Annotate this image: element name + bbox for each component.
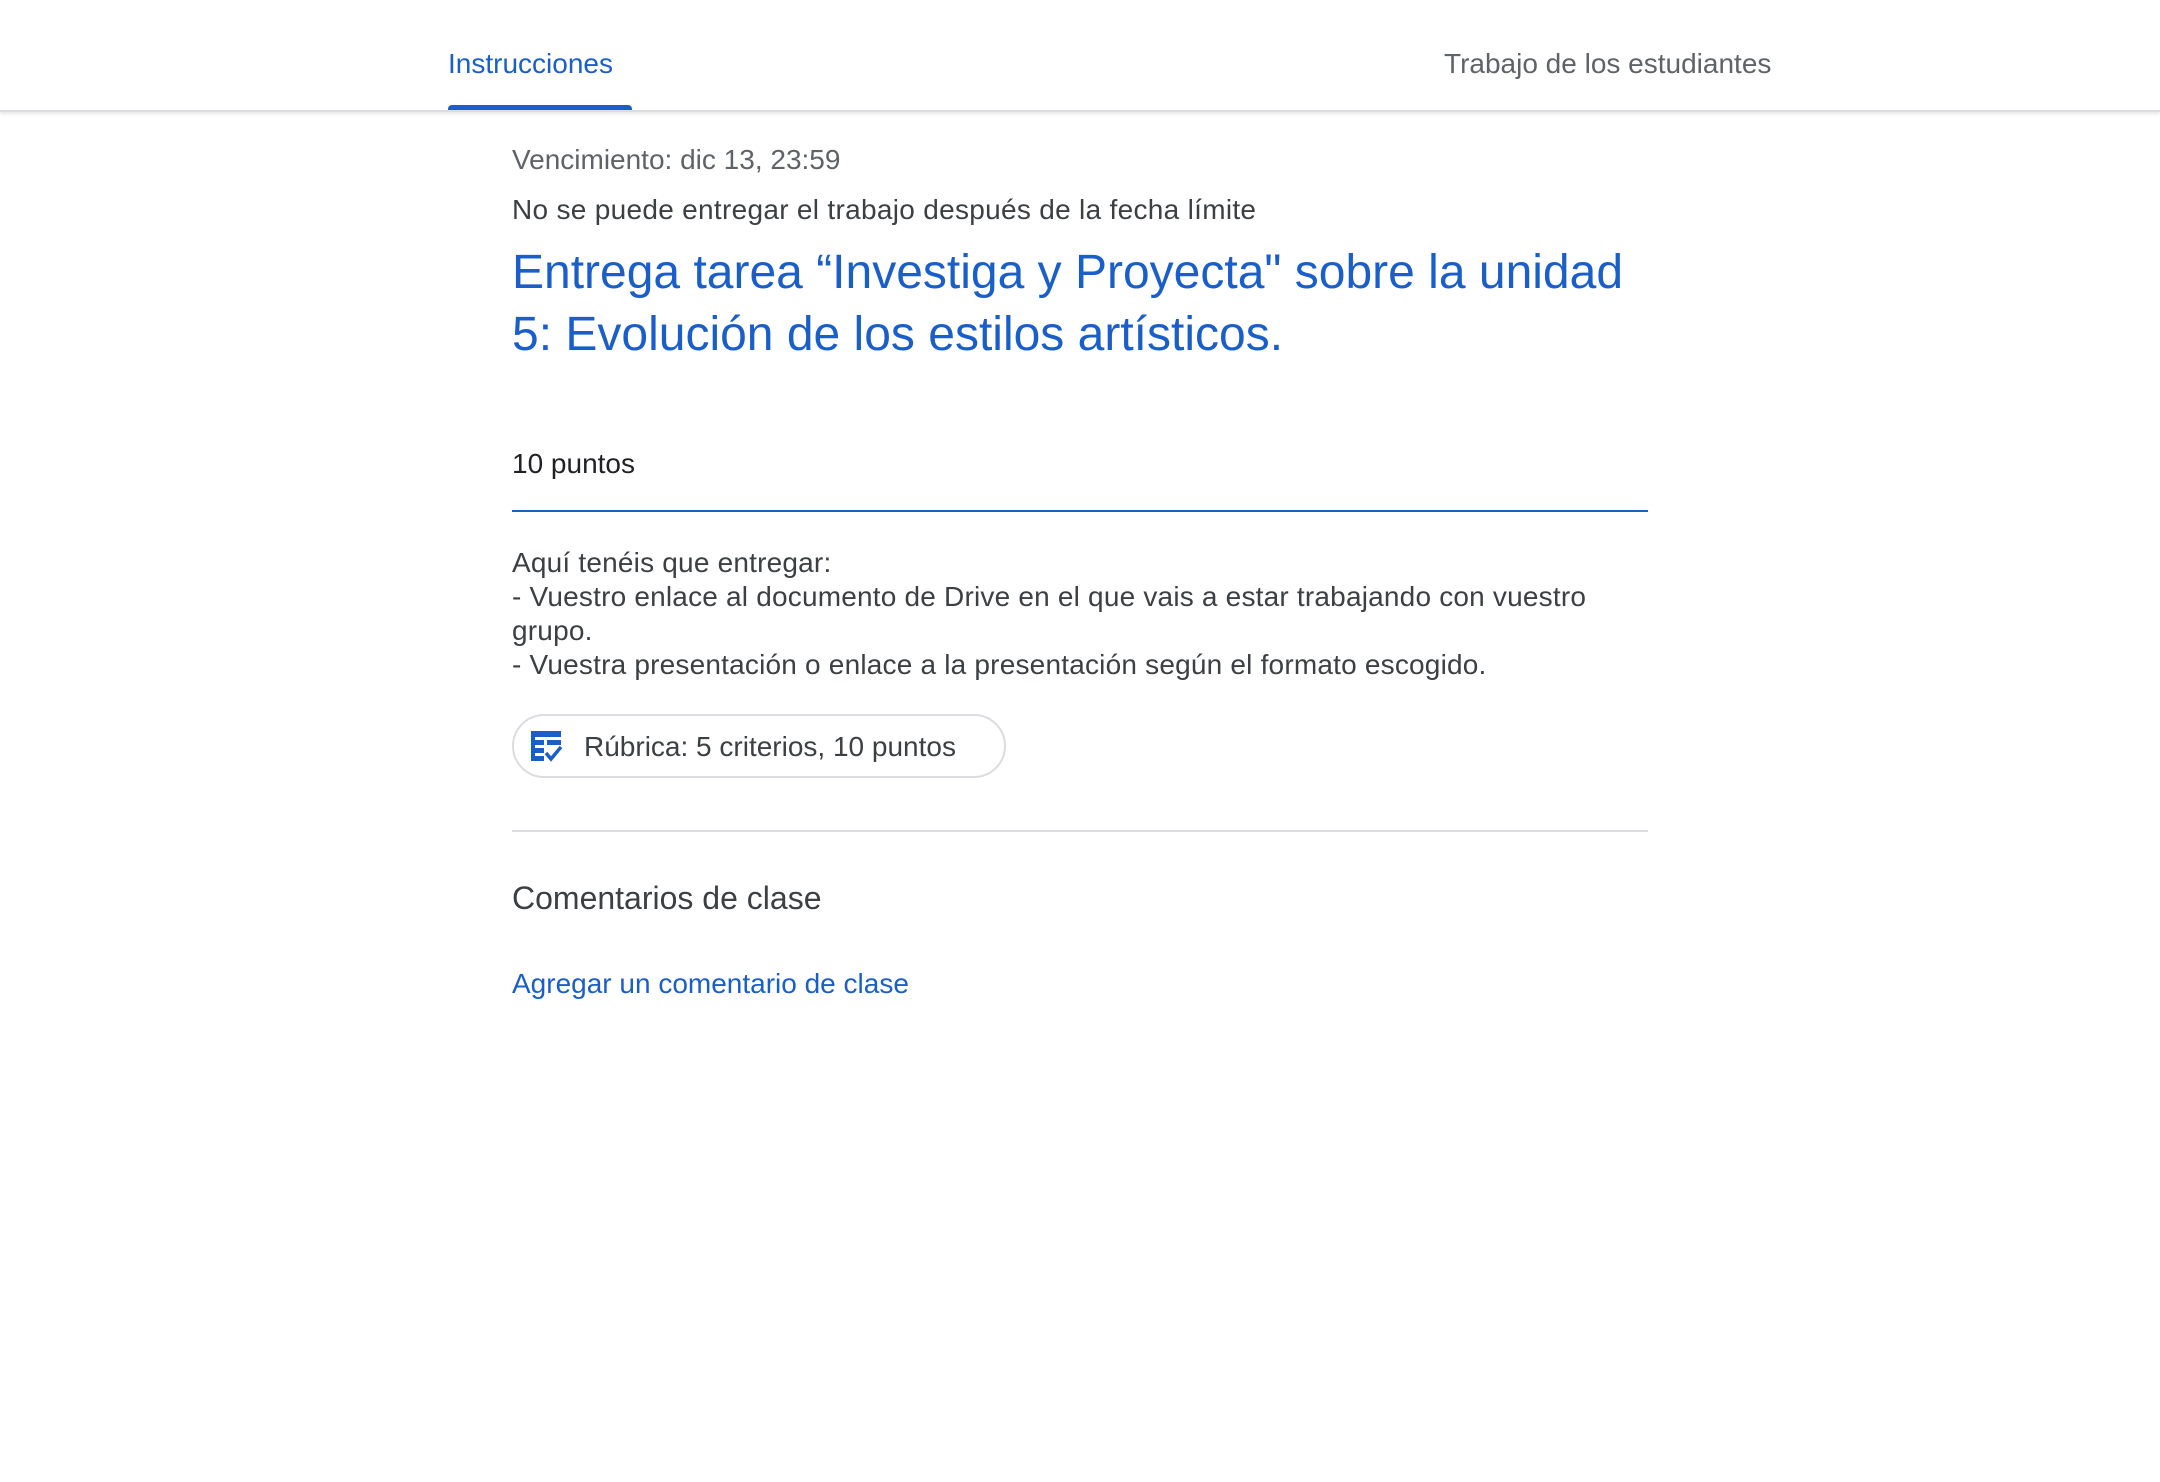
rubric-button[interactable] [512, 714, 1006, 778]
description-line: Aquí tenéis que entregar: [512, 547, 832, 578]
rubric-icon [530, 730, 562, 764]
tab-student-work-label: Trabajo de los estudiantes [1444, 48, 1772, 79]
late-submission-note: No se puede entregar el trabajo después de la fecha límite [512, 194, 1257, 225]
section-divider [512, 830, 1648, 832]
assignment-description [512, 546, 1648, 682]
title-divider [512, 510, 1648, 512]
description-line: - Vuestro enlace al documento de Drive en el que vais a estar trabajando con vuestro grupo. [512, 581, 1587, 646]
due-date: Vencimiento: dic 13, 23:59 [512, 144, 841, 175]
assignment-title: Entrega tarea “Investiga y Proyecta" sobre la unidad 5: Evolución de los estilos artísticos. [512, 246, 1624, 361]
rubric-label: Rúbrica: 5 criterios, 10 puntos [584, 731, 956, 762]
description-line: - Vuestra presentación o enlace a la presentación según el formato escogido. [512, 649, 1487, 680]
tab-instructions-label: Instrucciones [448, 48, 613, 79]
tab-student-work[interactable] [1444, 0, 1804, 110]
tab-instructions[interactable] [448, 0, 632, 110]
active-tab-indicator [448, 105, 632, 110]
tab-bar [0, 0, 2160, 112]
class-comments-heading: Comentarios de clase [512, 880, 822, 916]
add-class-comment-link[interactable]: Agregar un comentario de clase [512, 968, 909, 999]
points-value: 10 puntos [512, 448, 635, 479]
